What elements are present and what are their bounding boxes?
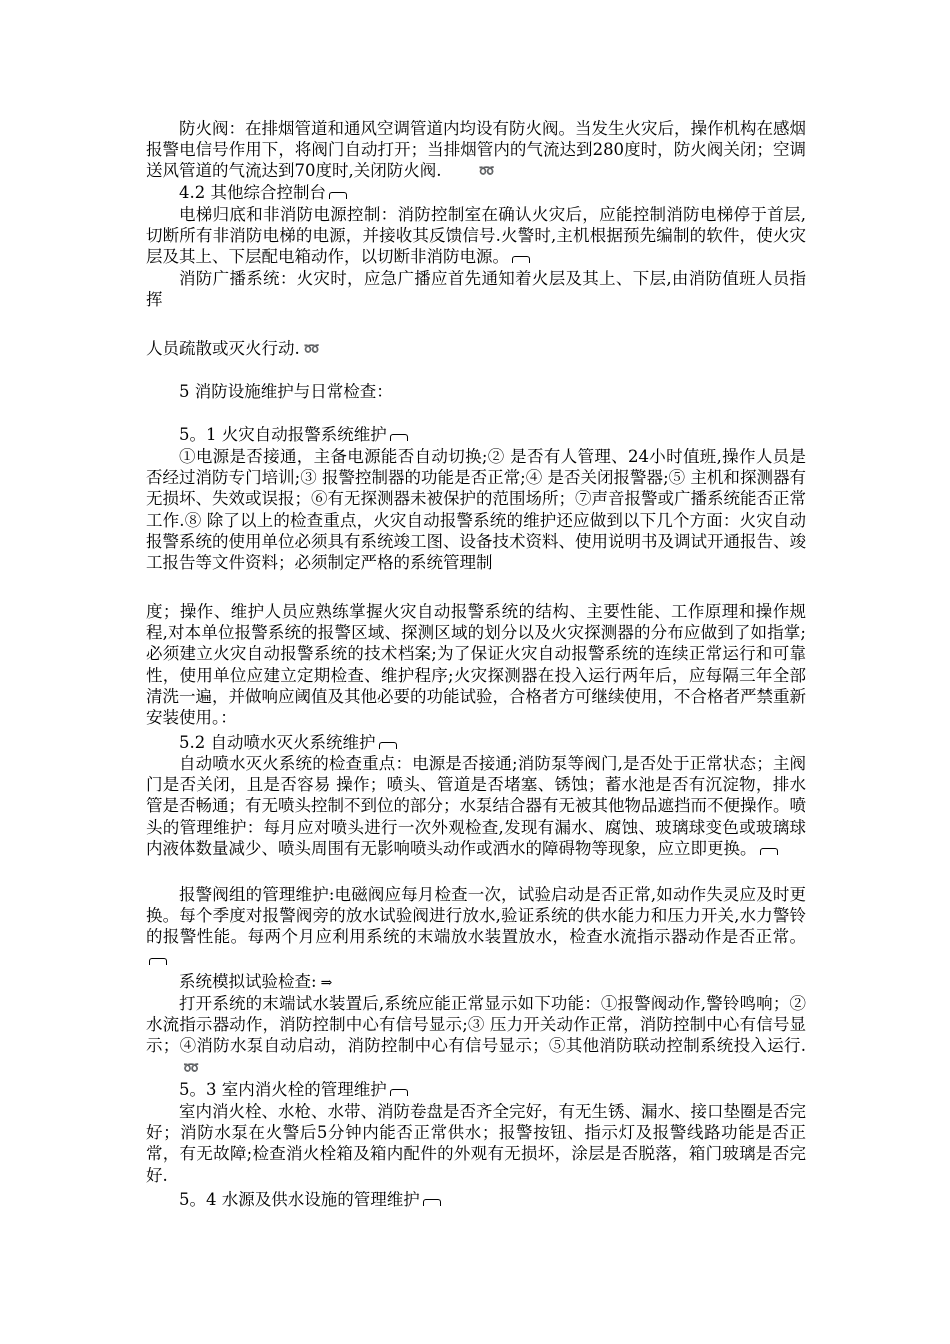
heading-text: 5 消防设施维护与日常检查： bbox=[179, 382, 393, 401]
paragraph-text: 自动喷水灭火系统的检查重点：电源是否接通;消防泵等阀门,是否处于正常状态；主阀门是否关闭，且是否容易 操作；喷头、管道是否堵塞、锈蚀；蓄水池是否有沉淀物，排水管是否畅通；有无喷头控制不到位的部分；水泵结合器有无被其他物品遮挡而不便操作。喷头的管理维护：每月应对喷头进行一次外观检查,发现有漏水、腐蚀、玻璃球变色或玻璃球内液体数量减少、喷头周围有无影响喷头动作或洒水的障碍物等现象，应立即更换。 bbox=[146, 754, 806, 858]
paragraph-alarm-management bbox=[146, 601, 806, 728]
paragraph-mark-icon bbox=[390, 1089, 408, 1096]
paragraph-elevator-control bbox=[146, 204, 806, 268]
arrow-mark-icon: ⇒ bbox=[320, 975, 333, 991]
paragraph-alarm-check bbox=[146, 446, 806, 573]
paragraph-mark-icon bbox=[423, 1199, 441, 1206]
heading-5-4 bbox=[146, 1189, 806, 1210]
paragraph-text: 电梯归底和非消防电源控制：消防控制室在确认火灾后，应能控制消防电梯停于首层,切断所有非消防电梯的电源，并接收其反馈信号.火警时,主机根据预先编制的软件，使火灾层及其上、下层配电箱动作，以切断非消防电源。 bbox=[146, 205, 806, 267]
scroll-mark-icon: ➿ bbox=[478, 164, 495, 180]
paragraph-text: 消防广播系统：火灾时，应急广播应首先通知着火层及其上、下层,由消防值班人员指挥 bbox=[146, 269, 806, 310]
paragraph-text: ①电源是否接通，主备电源能否自动切换;② 是否有人管理、24小时值班,操作人员是否经过消防专门培训;③ 报警控制器的功能是否正常;④ 是否关闭报警器;⑤ 主机和探测器有无损坏、失效或误报；⑥有无探测器未被保护的范围场所；⑦声音报警或广播系统能否正常工作.⑧ 除了以上的检查重点，火灾自动报警系统的维护还应做到以下几个方面：火灾自动报警系统的使用单位必须具有系统竣工图、设备技术资料、使用说明书及调试开通报告、竣工报告等文件资料；必须制定严格的系统管理制 bbox=[146, 447, 806, 573]
paragraph-mark-icon bbox=[149, 958, 167, 965]
heading-text: 5。1 火灾自动报警系统维护 bbox=[179, 425, 387, 444]
heading-text: 4.2 其他综合控制台 bbox=[179, 183, 326, 202]
scroll-mark-icon: ➿ bbox=[183, 1060, 200, 1076]
paragraph-mark-icon bbox=[390, 434, 408, 441]
heading-5-3 bbox=[146, 1079, 806, 1100]
paragraph-evacuation bbox=[146, 338, 806, 360]
paragraph-broadcast bbox=[146, 268, 806, 310]
paragraph-text: 报警阀组的管理维护:电磁阀应每月检查一次，试验启动是否正常,如动作失灵应及时更换。每个季度对报警阀旁的放水试验阀进行放水,验证系统的供水能力和压力开关,水力警铃的报警性能。每两个月应利用系统的末端放水装置放水，检查水流指示器动作是否正常。 bbox=[146, 885, 806, 947]
scroll-mark-icon: ➿ bbox=[303, 342, 320, 357]
paragraph-alarm-valve bbox=[146, 884, 806, 969]
paragraph-text: 度；操作、维护人员应熟练掌握火灾自动报警系统的结构、主要性能、工作原理和操作规程,对本单位报警系统的报警区域、探测区域的划分以及火灾探测器的分布应做到了如指掌;必须建立火灾自动报警系统的技术档案;为了保证火灾自动报警系统的连续正常运行和可靠性，使用单位应建立定期检查、维护程序;火灾探测器在投入运行两年后，应每隔三年全部清洗一遍，并做响应阈值及其他必要的功能试验，合格者方可继续使用，不合格者严禁重新安装使用。： bbox=[146, 602, 806, 728]
paragraph-mark-icon bbox=[512, 256, 530, 263]
heading-simulation-test bbox=[146, 971, 806, 994]
heading-text: 5.2 自动喷水灭火系统维护 bbox=[179, 733, 376, 752]
paragraph-sprinkler-check bbox=[146, 753, 806, 859]
paragraph-text: 防火阀：在排烟管道和通风空调管道内均设有防火阀。当发生火灾后，操作机构在感烟报警电信号作用下，将阀门自动打开；当排烟管内的气流达到280度时，防火阀关闭；空调送风管道的气流达到70度时,关闭防火阀. bbox=[146, 119, 806, 181]
paragraph-hydrant-check bbox=[146, 1101, 806, 1186]
heading-text: 5。3 室内消火栓的管理维护 bbox=[179, 1080, 387, 1099]
paragraph-fire-damper bbox=[146, 118, 806, 183]
paragraph-text: 室内消火栓、水枪、水带、消防卷盘是否齐全完好，有无生锈、漏水、接口垫圈是否完好；消防水泵在火警后5分钟内能否正常供水；报警按钮、指示灯及报警线路功能是否正常，有无故障;检查消火栓箱及箱内配件的外观有无损坏，涂层是否脱落，箱门玻璃是否完好. bbox=[146, 1102, 806, 1185]
heading-5-2 bbox=[146, 732, 806, 753]
paragraph-text: 人员疏散或灭火行动. bbox=[146, 339, 300, 358]
paragraph-text: 打开系统的末端试水装置后,系统应能正常显示如下功能：①报警阀动作,警铃鸣响；②水流指示器动作，消防控制中心有信号显示;③ 压力开关动作正常，消防控制中心有信号显示；④消防水泵自动启动，消防控制中心有信号显示；⑤其他消防联动控制系统投入运行. bbox=[146, 994, 806, 1056]
heading-text: 5。4 水源及供水设施的管理维护 bbox=[179, 1190, 420, 1209]
heading-text: 系统模拟试验检查: bbox=[179, 972, 317, 991]
paragraph-mark-icon bbox=[379, 742, 397, 749]
paragraph-mark-icon bbox=[760, 848, 778, 855]
heading-4-2 bbox=[146, 182, 806, 203]
paragraph-simulation-result bbox=[146, 993, 806, 1079]
heading-5-1 bbox=[146, 424, 806, 445]
paragraph-mark-icon bbox=[329, 192, 347, 199]
heading-5 bbox=[146, 381, 806, 402]
